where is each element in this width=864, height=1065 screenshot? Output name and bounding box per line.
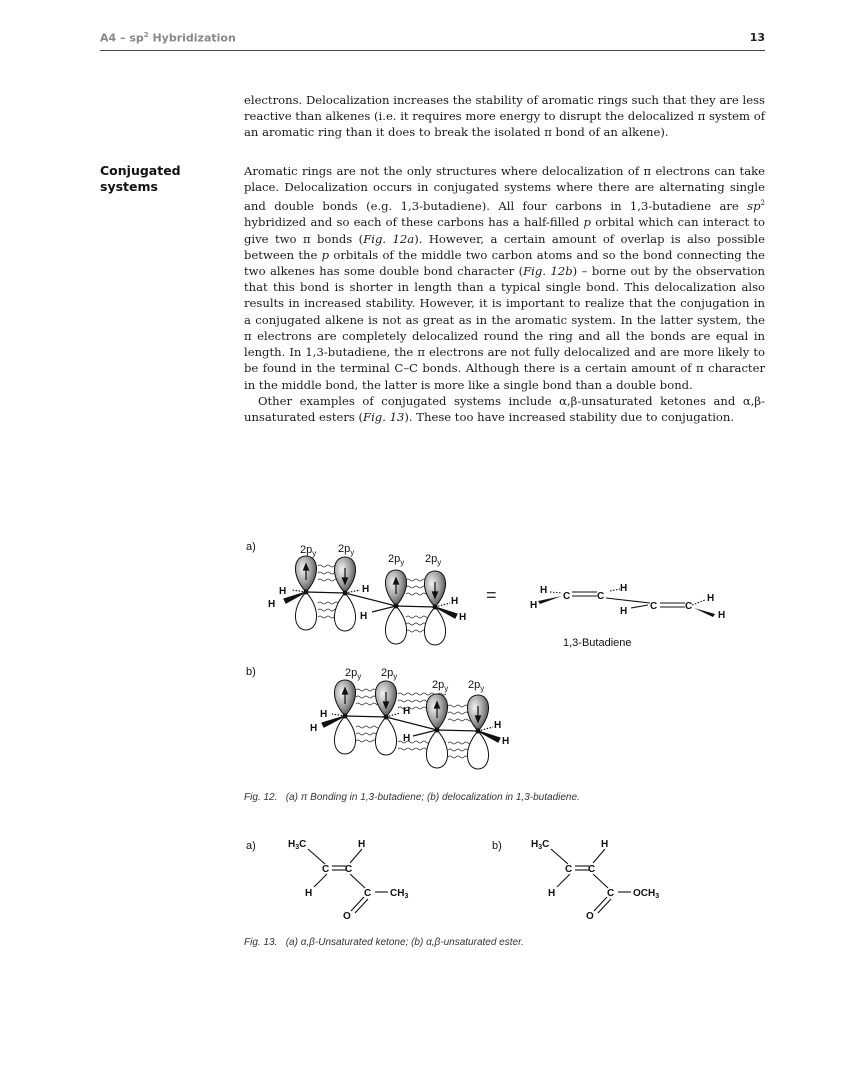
svg-text:H3C: $H_3C$ <box>531 839 550 851</box>
svg-text:H3C: $H_3C$ <box>288 839 307 851</box>
svg-text:C: C <box>364 888 372 899</box>
butadiene-structure <box>550 589 705 608</box>
svg-text:C: C <box>322 864 330 875</box>
fig12a-orbital-labels <box>300 543 441 567</box>
fig13-label-b: b) <box>492 840 502 852</box>
fig13-label-a: a) <box>246 840 256 852</box>
section-heading: Conjugated systems <box>100 163 181 194</box>
svg-text:H: H <box>451 596 459 607</box>
svg-text:H: H <box>530 600 538 611</box>
svg-text:H: H <box>320 709 328 720</box>
fig12a-p-orbitals <box>295 556 445 645</box>
svg-text:H: H <box>620 606 628 617</box>
svg-text:CH3: $CH_3$ <box>390 888 409 900</box>
fig12-label-b: b) <box>246 666 256 678</box>
svg-text:2py: $2p_y$ <box>300 544 317 558</box>
page-number: 13 <box>749 31 765 44</box>
svg-text:O: O <box>586 911 594 922</box>
svg-text:C: C <box>565 864 573 875</box>
svg-text:2py: $2p_y$ <box>432 679 449 693</box>
svg-text:2py: $2p_y$ <box>388 553 405 567</box>
svg-text:C: C <box>563 591 571 602</box>
svg-text:H: H <box>502 736 510 747</box>
svg-text:OCH3: $OCH_3$ <box>633 888 660 900</box>
paragraph-2: Other examples of conjugated systems include α,β-unsaturated ketones and α,β-unsaturated esters (Fig. 13). These too have increased stability due to conjugation. <box>244 393 765 424</box>
svg-text:C: C <box>597 591 605 602</box>
svg-text:C: C <box>588 864 596 875</box>
svg-text:H: H <box>601 839 609 850</box>
svg-text:H: H <box>540 585 548 596</box>
svg-text:H: H <box>279 586 287 597</box>
svg-text:H: H <box>360 611 368 622</box>
fig12b-overlap-waves <box>356 689 472 758</box>
svg-text:H: H <box>403 706 411 717</box>
paragraph-1: Aromatic rings are not the only structures where delocalization of π electrons can take place. Delocalization occurs in conjugated systems where there are alternating single and double bonds (e.g. 1,3-butadiene). All four carbons in 1,3-butadiene are $sp^2$ hybridized and so each of these carbons has a half-filled p orbital which can interact to give two π bonds (Fig. 12a). However, a certain amount of overlap is also possible between the p orbitals of the middle two carbon atoms and so the bond connecting the two alkenes has some double bond character (Fig. 12b) – borne out by the observation that this bond is shorter in length than a typical single bond. This delocalization also results in increased stability. However, it is important to realize that the conjugation in a conjugated alkene is not as great as in the aromatic system. In the latter system, the π electrons are completely delocalized round the ring and all the bonds are equal in length. In 1,3-butadiene, the π electrons are not fully delocalized and are more likely to be found in the terminal C–C bonds. Although there is a certain amount of π character in the middle bond, the latter is more like a single bond than a double bond. <box>244 164 766 392</box>
butadiene-atom-labels <box>530 583 725 621</box>
svg-text:H: H <box>305 888 313 899</box>
fig13-caption: Fig. 13. (a) α,β-Unsaturated ketone; (b) α,β-unsaturated ester. <box>244 937 524 948</box>
svg-text:H: H <box>718 610 726 621</box>
intro-paragraph: electrons. Delocalization increases the stability of aromatic rings such that they are less reactive than alkenes (i.e. it requires more energy to disrupt the delocalized π system of an aromatic ring than it does to break the isolated π bond of an alkene). <box>244 93 765 140</box>
fig13a-ketone-structure <box>288 839 408 922</box>
svg-text:H: H <box>620 583 628 594</box>
header-title: $A4 - sp^2$ Hybridization <box>100 31 236 45</box>
svg-text:H: H <box>707 593 715 604</box>
svg-text:H: H <box>403 733 411 744</box>
svg-text:2py: $2p_y$ <box>338 543 355 557</box>
svg-text:2py: $2p_y$ <box>468 679 485 693</box>
svg-text:H: H <box>268 599 276 610</box>
svg-text:H: H <box>310 723 318 734</box>
svg-text:H: H <box>494 720 502 731</box>
fig13b-ester-structure <box>531 839 659 922</box>
svg-text:H: H <box>362 584 370 595</box>
svg-text:O: O <box>343 911 351 922</box>
svg-text:C: C <box>607 888 615 899</box>
svg-text:C: C <box>650 601 658 612</box>
fig12-equals-sign: = <box>486 585 497 605</box>
svg-text:H: H <box>548 888 556 899</box>
molecule-name: 1,3-Butadiene <box>563 637 632 649</box>
svg-text:H: H <box>358 839 366 850</box>
svg-text:2py: $2p_y$ <box>381 667 398 681</box>
svg-text:2py: $2p_y$ <box>425 553 442 567</box>
svg-text:H: H <box>459 612 467 623</box>
fig12-label-a: a) <box>246 541 256 553</box>
svg-text:C: C <box>685 601 693 612</box>
fig12-caption: Fig. 12. (a) π Bonding in 1,3-butadiene; (b) delocalization in 1,3-butadiene. <box>244 792 580 803</box>
svg-text:2py: $2p_y$ <box>345 667 362 681</box>
svg-text:C: C <box>345 864 353 875</box>
